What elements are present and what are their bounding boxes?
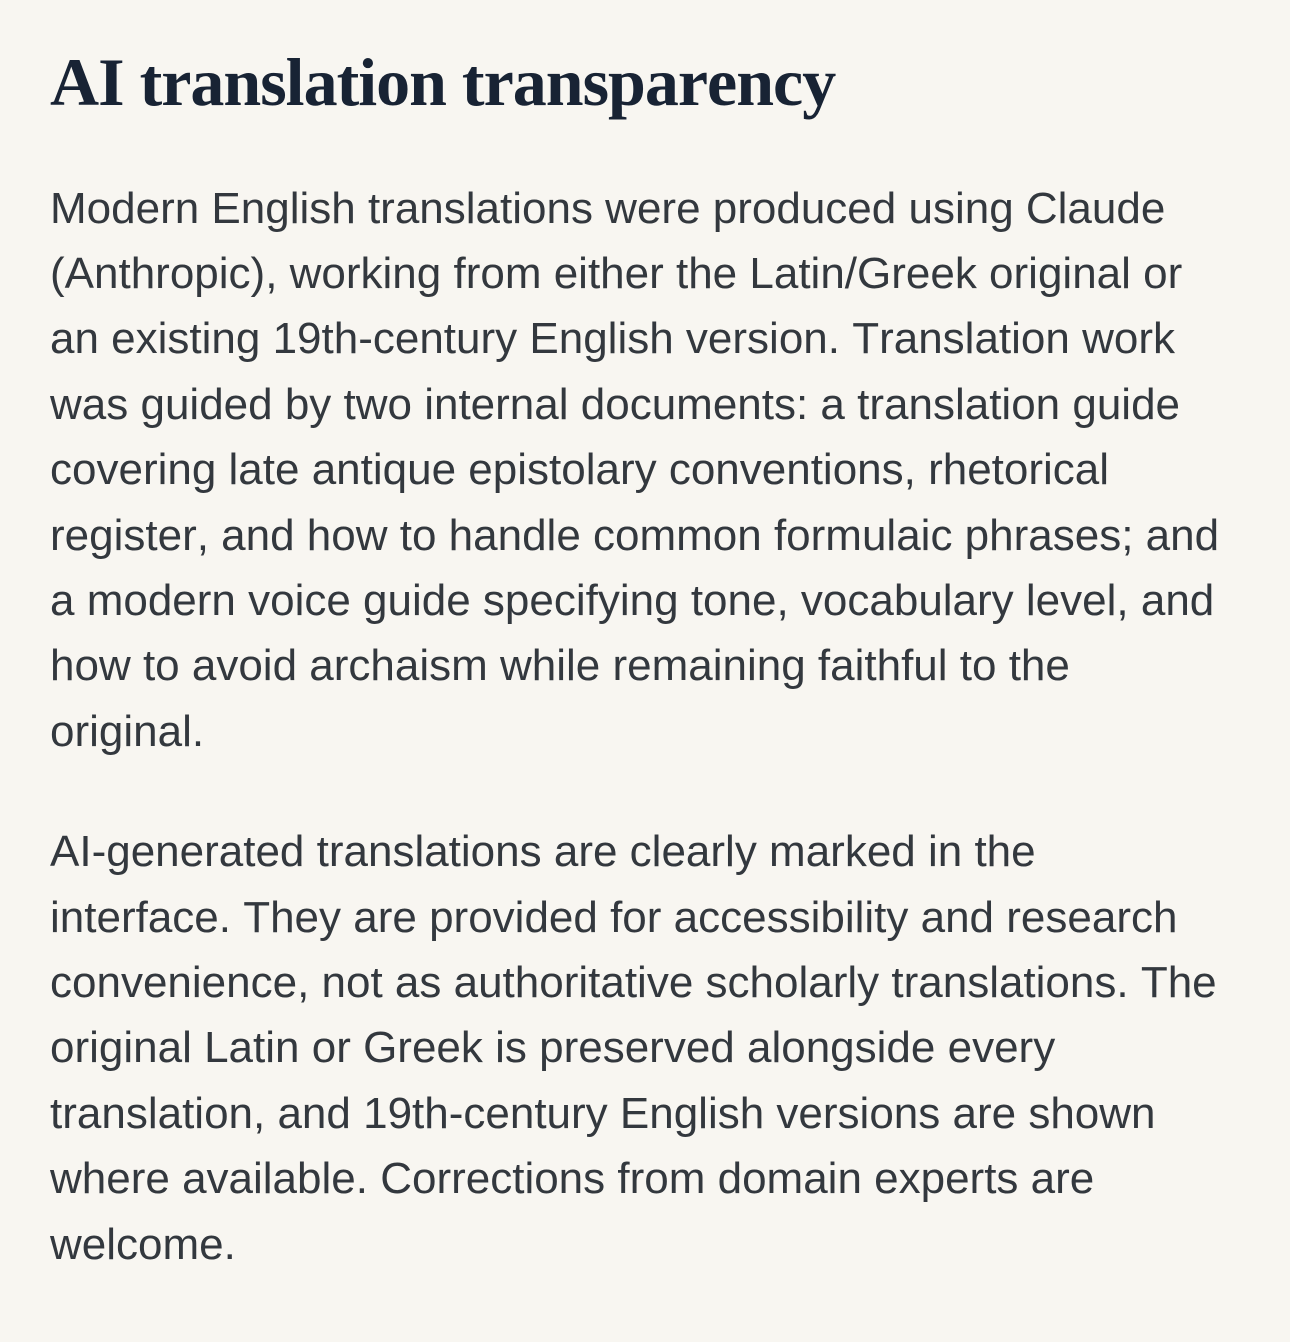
paragraph-ai-disclosure: AI-generated translations are clearly marked in the interface. They are provided for accessibility and research convenience, not as authoritative scholarly translations. The original Latin or Greek is preserved alongside every translation, and 19th-century English versions are shown where available. Corrections from domain experts are welcome. <box>50 827 1217 1269</box>
paragraph-translation-method: Modern English translations were produced using Claude (Anthropic), working from either the Latin/Greek original or an existing 19th-century English version. Translation work was guided by two internal documents: a translation guide covering late antique epistolary conventions, rhetorical register, and how to handle common formulaic phrases; and a modern voice guide specifying tone, vocabulary level, and how to avoid archaism while remaining faithful to the original. <box>50 183 1220 756</box>
page-title: AI translation transparency <box>50 44 836 120</box>
